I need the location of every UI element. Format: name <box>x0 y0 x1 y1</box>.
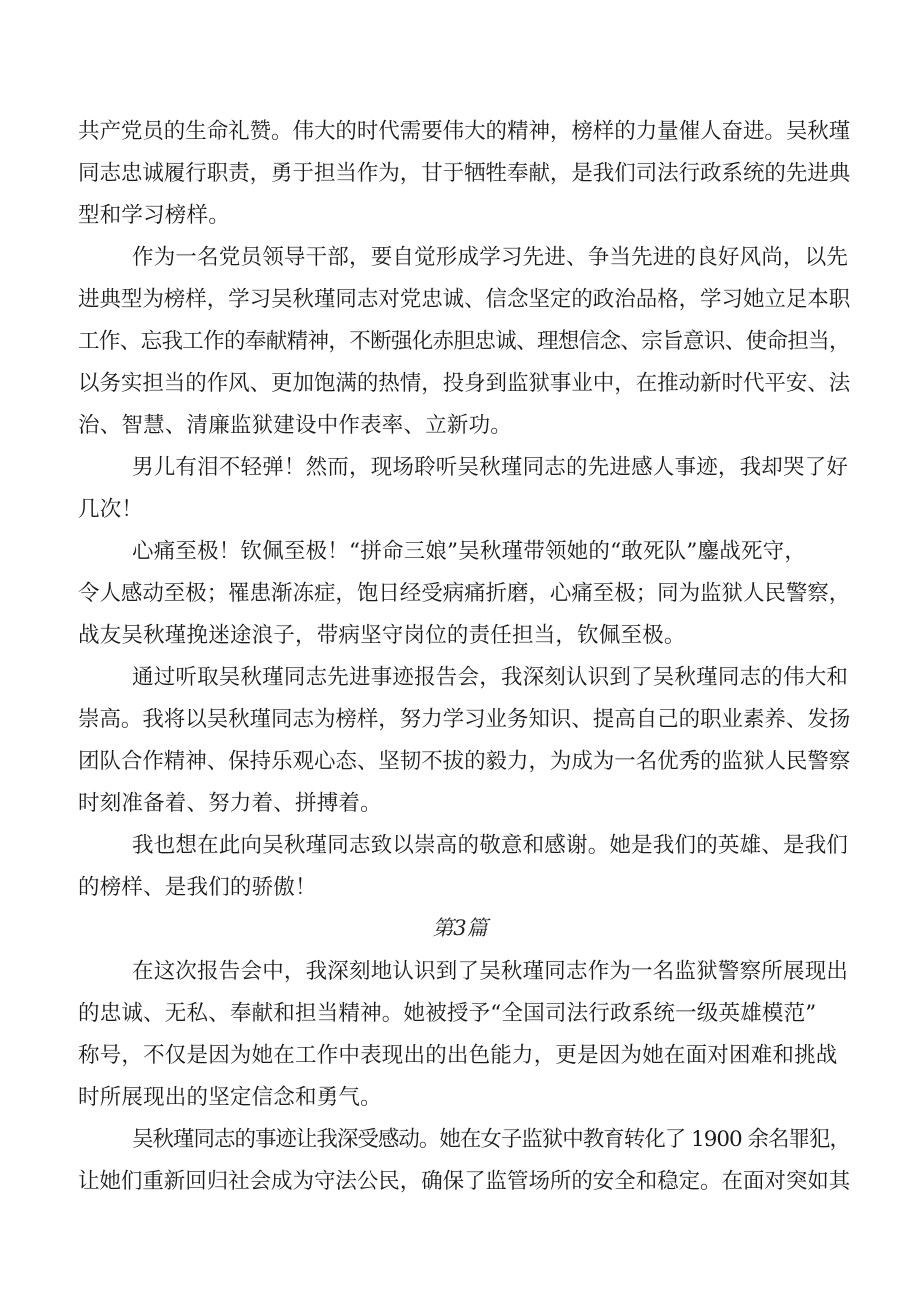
text-line: 的忠诚、无私、奉献和担当精神。她被授予“全国司法行政系统一级英雄模范” <box>78 1001 817 1026</box>
text-line: 男儿有泪不轻弹！然而，现场聆听吴秋瑾同志的先进感人事迹，我却哭了好 <box>132 455 849 480</box>
text-line: 我也想在此向吴秋瑾同志致以崇高的敬意和感谢。她是我们的英雄、是我们 <box>132 833 849 858</box>
text-line: 同志忠诚履行职责，勇于担当作为，甘于牺牲奉献，是我们司法行政系统的先进典 <box>78 161 851 186</box>
text-line: 作为一名党员领导干部，要自觉形成学习先进、争当先进的良好风尚，以先 <box>132 245 849 270</box>
text-line: 几次！ <box>78 497 144 522</box>
text-line: 时所展现出的坚定信念和勇气。 <box>78 1085 382 1110</box>
text-line: 治、智慧、清廉监狱建设中作表率、立新功。 <box>78 413 513 438</box>
text-line: 让她们重新回归社会成为守法公民，确保了监管场所的安全和稳定。在面对突如其 <box>78 1169 851 1194</box>
text-line: 团队合作精神、保持乐观心态、坚韧不拔的毅力，为成为一名优秀的监狱人民警察 <box>78 749 851 774</box>
text-line: 战友吴秋瑾挽迷途浪子，带病坚守岗位的责任担当，钦佩至极。 <box>78 623 686 648</box>
text-line: 的榜样、是我们的骄傲！ <box>78 875 317 900</box>
text-line: 称号，不仅是因为她在工作中表现出的出色能力，更是因为她在面对困难和挑战 <box>78 1043 838 1068</box>
text-line: 时刻准备着、努力着、拼搏着。 <box>78 791 382 816</box>
text-line: 工作、忘我工作的奉献精神，不断强化赤胆忠诚、理想信念、宗旨意识、使命担当， <box>78 329 850 354</box>
text-line: 令人感动至极；罹患渐冻症，饱日经受病痛折磨，心痛至极；同为监狱人民警察， <box>78 581 851 606</box>
text-line: 崇高。我将以吴秋瑾同志为榜样，努力学习业务知识、提高自己的职业素养、发扬 <box>78 707 851 732</box>
text-line: 吴秋瑾同志的事迹让我深受感动。她在女子监狱中教育转化了 1900 余名罪犯， <box>132 1127 850 1152</box>
text-line: 型和学习榜样。 <box>78 203 230 228</box>
text-line: 通过听取吴秋瑾同志先进事迹报告会，我深刻认识到了吴秋瑾同志的伟大和 <box>132 665 849 690</box>
text-line: 以务实担当的作风、更加饱满的热情，投身到监狱事业中，在推动新时代平安、法 <box>78 371 851 396</box>
text-line: 心痛至极！钦佩至极！“拼命三娘”吴秋瑾带领她的“敢死队”鏖战死守， <box>132 539 807 564</box>
text-line: 进典型为榜样，学习吴秋瑾同志对党忠诚、信念坚定的政治品格，学习她立足本职 <box>78 287 851 312</box>
text-line: 共产党员的生命礼赞。伟大的时代需要伟大的精神，榜样的力量催人奋进。吴秋瑾 <box>78 119 851 144</box>
section-heading: 第3篇 <box>432 916 488 940</box>
text-line: 在这次报告会中，我深刻地认识到了吴秋瑾同志作为一名监狱警察所展现出 <box>132 959 849 984</box>
